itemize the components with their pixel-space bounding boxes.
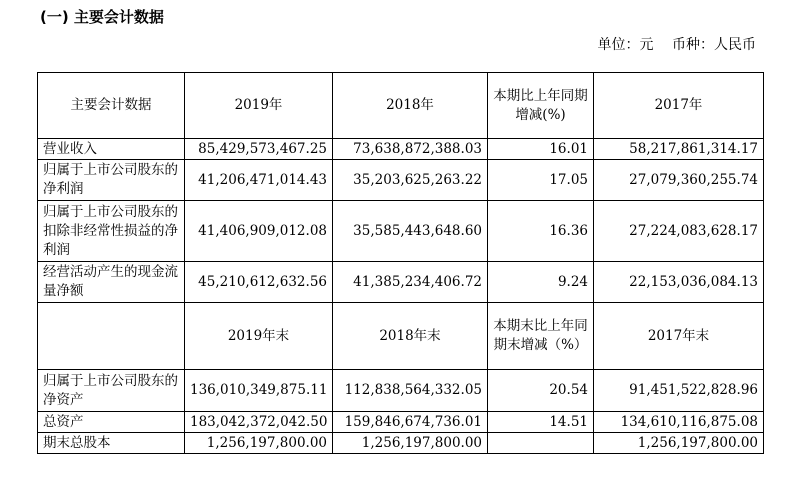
value-cell: 183,042,372,042.50 [185, 412, 333, 433]
header-cell: 2017年末 [594, 303, 764, 370]
row-label: 归属于上市公司股东的扣除非经常性损益的净利润 [38, 201, 185, 262]
row-label: 总资产 [38, 412, 185, 433]
header-cell: 2018年末 [333, 303, 488, 370]
header-cell: 2017年 [594, 73, 764, 139]
table-row [38, 201, 764, 262]
header-cell: 2019年末 [185, 303, 333, 370]
value-cell: 85,429,573,467.25 [185, 139, 333, 160]
table-row [38, 160, 764, 201]
row-label: 归属于上市公司股东的净资产 [38, 370, 185, 412]
value-cell [488, 433, 594, 454]
value-cell: 136,010,349,875.11 [185, 370, 333, 412]
value-cell: 41,385,234,406.72 [333, 262, 488, 303]
value-cell: 45,210,612,632.56 [185, 262, 333, 303]
value-cell: 22,153,036,084.13 [594, 262, 764, 303]
value-cell: 91,451,522,828.96 [594, 370, 764, 412]
value-cell: 16.36 [488, 201, 594, 262]
value-cell: 9.24 [488, 262, 594, 303]
row-label: 营业收入 [38, 139, 185, 160]
table2-header-row [38, 303, 764, 370]
value-cell: 41,206,471,014.43 [185, 160, 333, 201]
header-cell: 2019年 [185, 73, 333, 139]
value-cell: 73,638,872,388.03 [333, 139, 488, 160]
value-cell: 41,406,909,012.08 [185, 201, 333, 262]
value-cell: 27,224,083,628.17 [594, 201, 764, 262]
header-cell: 主要会计数据 [38, 73, 185, 139]
unit-line [584, 34, 756, 54]
section-title: (一) 主要会计数据 [40, 8, 164, 26]
value-cell: 159,846,674,736.01 [333, 412, 488, 433]
value-cell: 27,079,360,255.74 [594, 160, 764, 201]
value-cell: 16.01 [488, 139, 594, 160]
header-cell: 本期末比上年同期末增减（%） [488, 303, 594, 370]
value-cell: 35,203,625,263.22 [333, 160, 488, 201]
unit-label: 单位：元 [597, 37, 654, 53]
value-cell: 58,217,861,314.17 [594, 139, 764, 160]
value-cell: 134,610,116,875.08 [594, 412, 764, 433]
value-cell: 35,585,443,648.60 [333, 201, 488, 262]
row-label: 归属于上市公司股东的净利润 [38, 160, 185, 201]
header-cell [38, 303, 185, 370]
value-cell: 1,256,197,800.00 [333, 433, 488, 454]
value-cell: 1,256,197,800.00 [594, 433, 764, 454]
value-cell: 112,838,564,332.05 [333, 370, 488, 412]
value-cell: 1,256,197,800.00 [185, 433, 333, 454]
row-label: 经营活动产生的现金流量净额 [38, 262, 185, 303]
table-row [38, 262, 764, 303]
table-row [38, 412, 764, 433]
table-row [38, 139, 764, 160]
table-row [38, 370, 764, 412]
value-cell: 14.51 [488, 412, 594, 433]
header-cell: 2018年 [333, 73, 488, 139]
value-cell: 20.54 [488, 370, 594, 412]
table1-header-row [38, 73, 764, 139]
header-cell: 本期比上年同期增减(%) [488, 73, 594, 139]
currency-label: 币种：人民币 [672, 37, 756, 53]
accounting-data-table [37, 72, 764, 454]
row-label: 期末总股本 [38, 433, 185, 454]
value-cell: 17.05 [488, 160, 594, 201]
table-row [38, 433, 764, 454]
